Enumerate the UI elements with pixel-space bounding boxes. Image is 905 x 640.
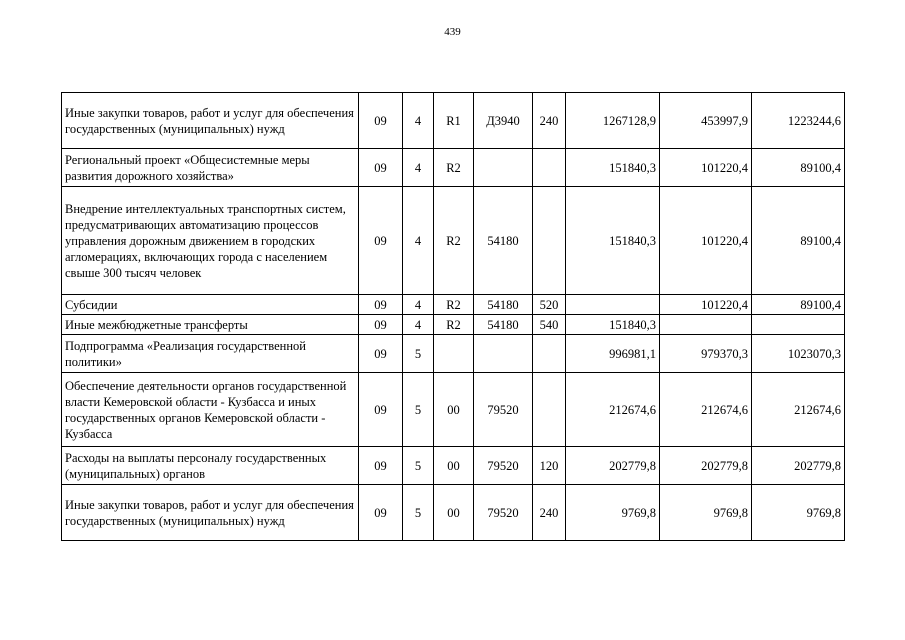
- row-subsection: 4: [403, 187, 434, 295]
- row-program-code: R2: [434, 187, 474, 295]
- row-name: Иные закупки товаров, работ и услуг для обеспечения государственных (муниципальных) нужд: [62, 485, 359, 541]
- row-amount-1: [566, 295, 660, 315]
- row-amount-2: 101220,4: [660, 295, 752, 315]
- row-section: 09: [359, 93, 403, 149]
- table-row: [62, 187, 845, 295]
- row-subsection: 5: [403, 373, 434, 447]
- row-section: 09: [359, 149, 403, 187]
- row-name: Иные межбюджетные трансферты: [62, 315, 359, 335]
- row-program-code: R2: [434, 149, 474, 187]
- row-amount-2: 453997,9: [660, 93, 752, 149]
- table-row: [62, 447, 845, 485]
- row-subsection: 5: [403, 335, 434, 373]
- row-section: 09: [359, 447, 403, 485]
- row-target-code: 54180: [474, 295, 533, 315]
- table-row: [62, 335, 845, 373]
- row-amount-3: 89100,4: [752, 187, 845, 295]
- row-amount-1: 151840,3: [566, 315, 660, 335]
- row-program-code: 00: [434, 447, 474, 485]
- row-amount-3: 9769,8: [752, 485, 845, 541]
- row-subsection: 5: [403, 447, 434, 485]
- row-amount-3: [752, 315, 845, 335]
- table-row: [62, 485, 845, 541]
- table-row: [62, 93, 845, 149]
- row-expense-type: 120: [533, 447, 566, 485]
- page-number: 439: [444, 26, 461, 38]
- row-amount-1: 1267128,9: [566, 93, 660, 149]
- row-amount-2: 101220,4: [660, 187, 752, 295]
- row-expense-type: 540: [533, 315, 566, 335]
- row-name: Подпрограмма «Реализация государственной политики»: [62, 335, 359, 373]
- row-program-code: R2: [434, 315, 474, 335]
- row-amount-2: 979370,3: [660, 335, 752, 373]
- row-expense-type: [533, 187, 566, 295]
- row-program-code: [434, 335, 474, 373]
- budget-table: [61, 92, 845, 541]
- row-amount-3: 202779,8: [752, 447, 845, 485]
- row-amount-3: 1023070,3: [752, 335, 845, 373]
- row-amount-2: 101220,4: [660, 149, 752, 187]
- row-expense-type: [533, 373, 566, 447]
- row-expense-type: 240: [533, 485, 566, 541]
- row-section: 09: [359, 295, 403, 315]
- row-subsection: 4: [403, 149, 434, 187]
- row-section: 09: [359, 373, 403, 447]
- table-row: [62, 295, 845, 315]
- row-name: Внедрение интеллектуальных транспортных систем, предусматривающих автоматизацию процессов управления дорожным движением в городских агломерациях, включающих города с населением свыше 300 тысяч человек: [62, 187, 359, 295]
- row-amount-2: 212674,6: [660, 373, 752, 447]
- row-amount-2: [660, 315, 752, 335]
- row-subsection: 4: [403, 295, 434, 315]
- row-amount-1: 151840,3: [566, 187, 660, 295]
- row-amount-2: 202779,8: [660, 447, 752, 485]
- row-amount-1: 212674,6: [566, 373, 660, 447]
- row-section: 09: [359, 485, 403, 541]
- row-section: 09: [359, 335, 403, 373]
- row-name: Субсидии: [62, 295, 359, 315]
- row-target-code: Д3940: [474, 93, 533, 149]
- row-amount-3: 89100,4: [752, 295, 845, 315]
- row-name: Обеспечение деятельности органов государственной власти Кемеровской области - Кузбасса и иных государственных органов Кемеровской области - Кузбасса: [62, 373, 359, 447]
- row-target-code: 79520: [474, 485, 533, 541]
- table-row: [62, 149, 845, 187]
- row-target-code: 54180: [474, 315, 533, 335]
- row-target-code: [474, 335, 533, 373]
- row-expense-type: [533, 149, 566, 187]
- row-expense-type: 240: [533, 93, 566, 149]
- row-name: Расходы на выплаты персоналу государственных (муниципальных) органов: [62, 447, 359, 485]
- row-target-code: 54180: [474, 187, 533, 295]
- row-program-code: R1: [434, 93, 474, 149]
- row-amount-1: 202779,8: [566, 447, 660, 485]
- table-row: [62, 373, 845, 447]
- row-target-code: 79520: [474, 373, 533, 447]
- row-name: Иные закупки товаров, работ и услуг для обеспечения государственных (муниципальных) нужд: [62, 93, 359, 149]
- table-row: [62, 315, 845, 335]
- row-program-code: 00: [434, 373, 474, 447]
- row-expense-type: [533, 335, 566, 373]
- row-amount-3: 89100,4: [752, 149, 845, 187]
- row-subsection: 4: [403, 93, 434, 149]
- row-program-code: 00: [434, 485, 474, 541]
- row-section: 09: [359, 315, 403, 335]
- row-amount-1: 151840,3: [566, 149, 660, 187]
- row-amount-3: 212674,6: [752, 373, 845, 447]
- row-expense-type: 520: [533, 295, 566, 315]
- row-target-code: [474, 149, 533, 187]
- row-amount-2: 9769,8: [660, 485, 752, 541]
- row-name: Региональный проект «Общесистемные меры развития дорожного хозяйства»: [62, 149, 359, 187]
- row-subsection: 5: [403, 485, 434, 541]
- row-amount-1: 9769,8: [566, 485, 660, 541]
- row-amount-3: 1223244,6: [752, 93, 845, 149]
- row-subsection: 4: [403, 315, 434, 335]
- row-target-code: 79520: [474, 447, 533, 485]
- row-amount-1: 996981,1: [566, 335, 660, 373]
- row-program-code: R2: [434, 295, 474, 315]
- row-section: 09: [359, 187, 403, 295]
